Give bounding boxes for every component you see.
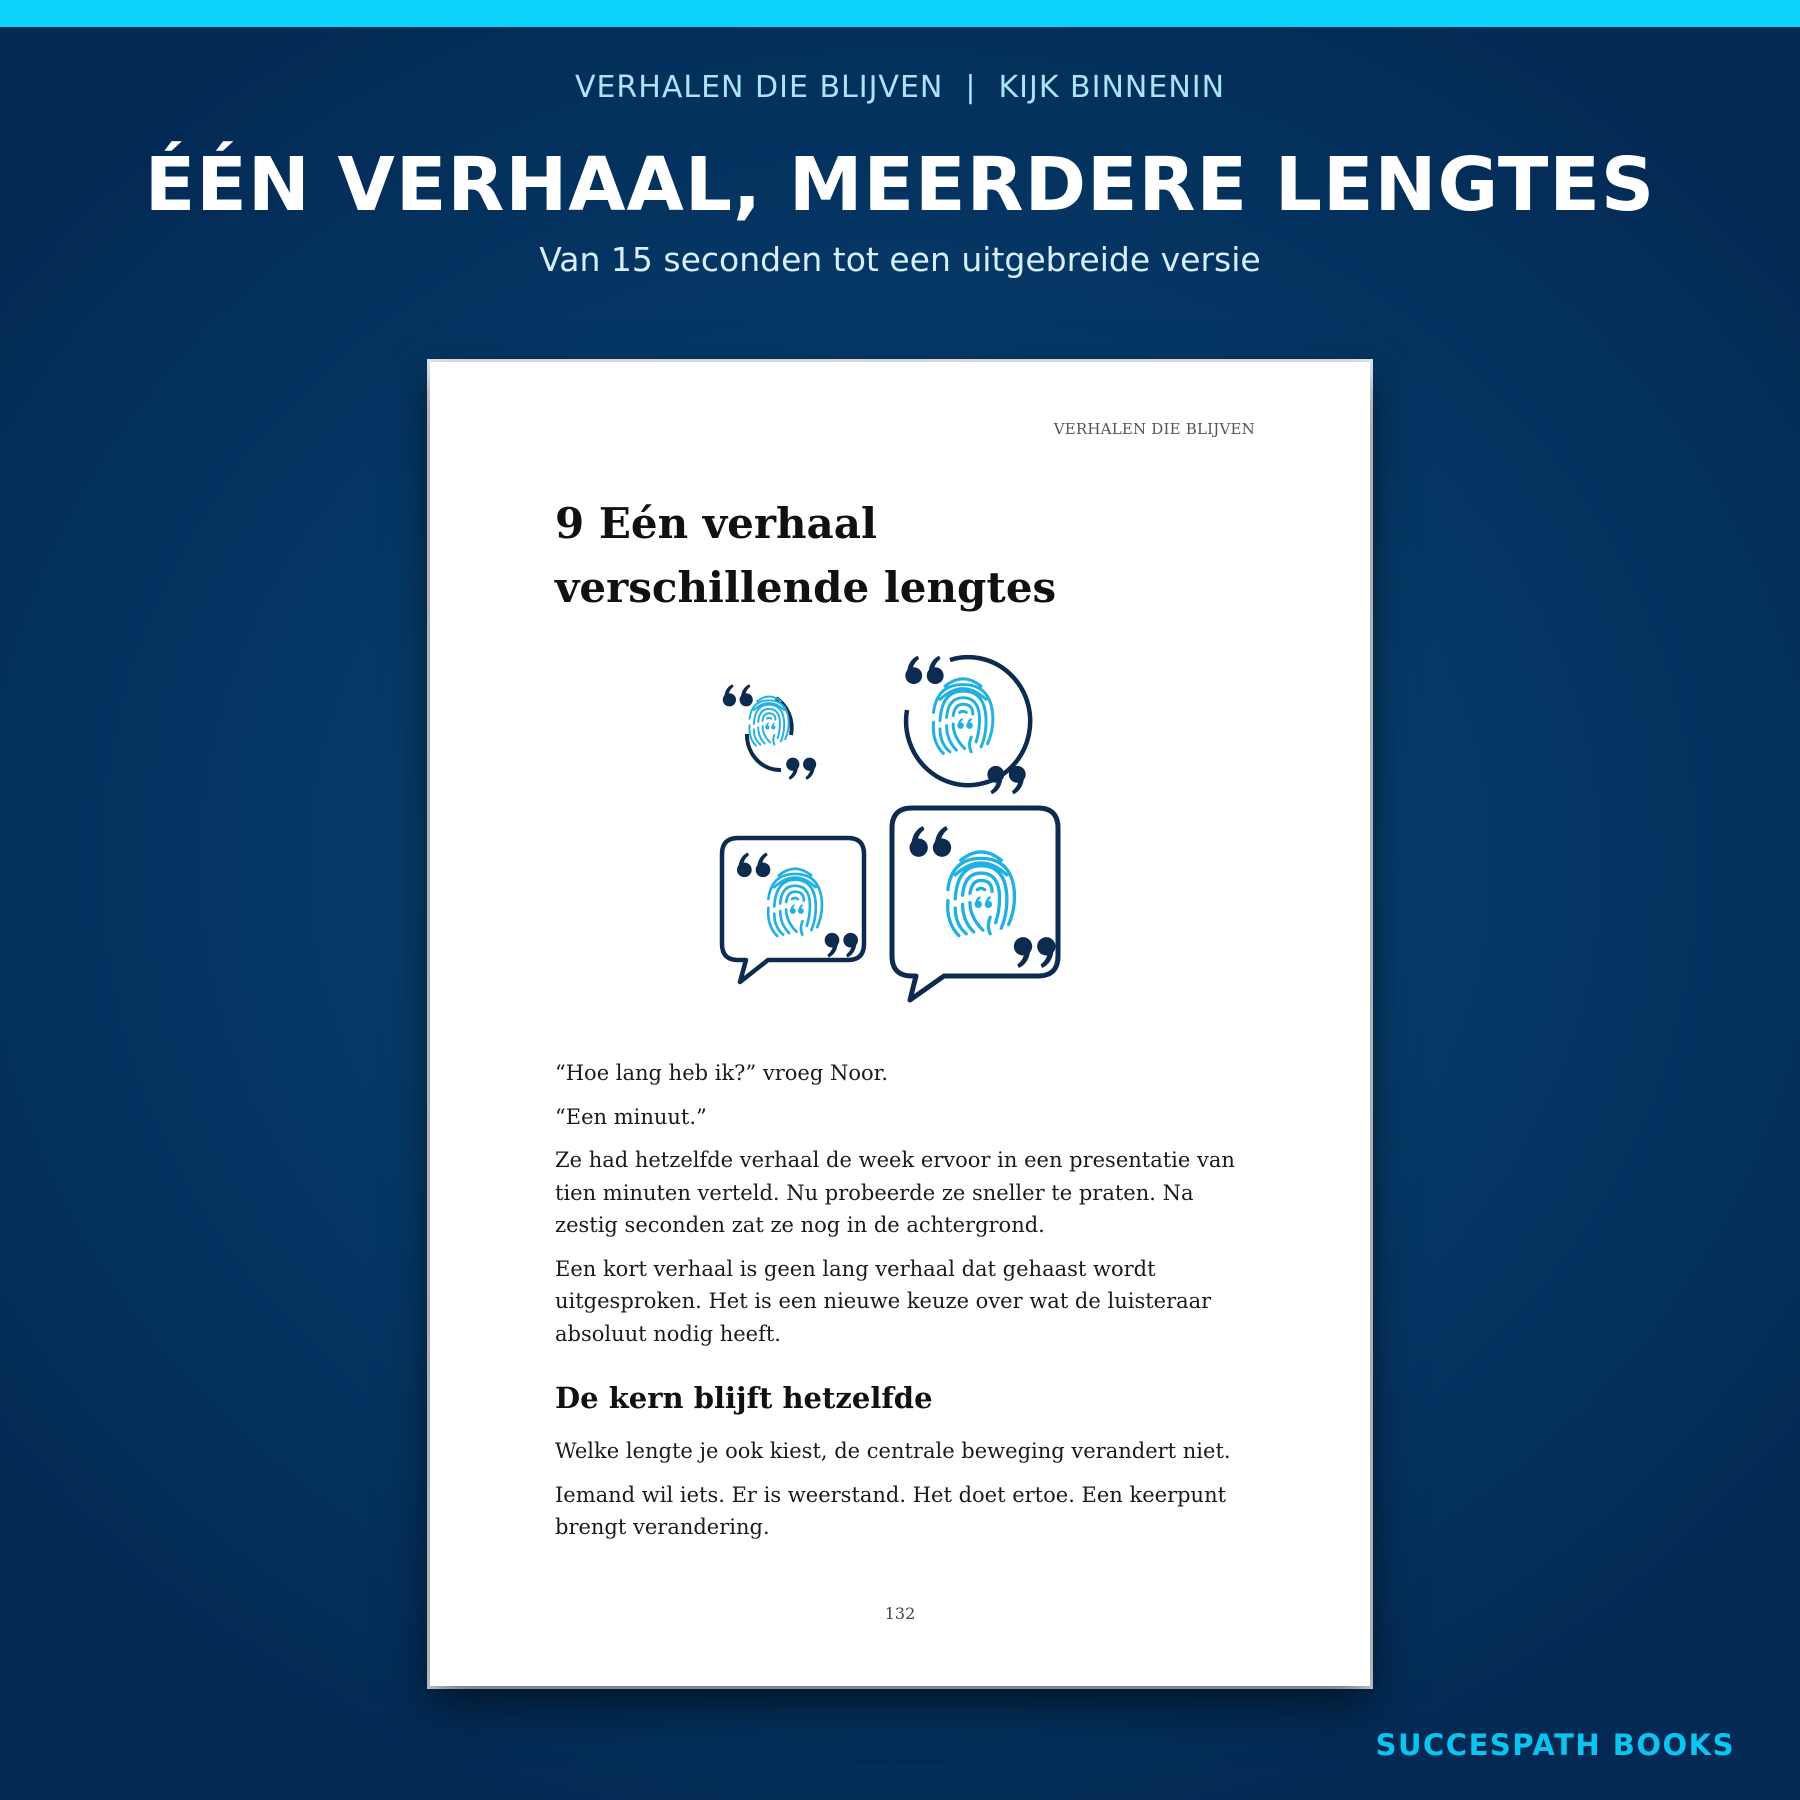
book-page: [430, 362, 1370, 1686]
publisher-brand: SUCCESPATH BOOKS: [1375, 1728, 1735, 1762]
medium-quote-fingerprint-icon: [905, 656, 1030, 795]
paragraph: “Hoe lang heb ik?” vroeg Noor.: [555, 1061, 889, 1085]
eyebrow: [0, 70, 1800, 105]
running-head: VERHALEN DIE BLIJVEN: [1053, 420, 1255, 438]
subheadline: Van 15 seconden tot een uitgebreide versie: [539, 240, 1261, 279]
small-speech-bubble-fingerprint-icon: [722, 838, 864, 982]
small-quote-fingerprint-icon: [723, 684, 816, 780]
paragraph: “Een minuut.”: [555, 1104, 707, 1129]
large-speech-bubble-fingerprint-icon: [892, 808, 1058, 1000]
page-body: [555, 1057, 1255, 1555]
section-heading: De kern blijft hetzelfde: [555, 1381, 933, 1415]
paragraph: Ze had hetzelfde verhaal de week ervoor in een presentatie van tien minuten verteld. Nu probeerde ze sneller te praten. Na zestig seconden zat ze nog in de achtergrond.: [555, 1148, 1235, 1237]
paragraph: Een kort verhaal is geen lang verhaal dat gehaast wordt uitgesproken. Het is een nieuwe keuze over wat de luisteraar absoluut nodig heeft.: [555, 1256, 1212, 1346]
eyebrow-separator: |: [965, 70, 977, 105]
series-name: VERHALEN DIE BLIJVEN: [574, 70, 944, 105]
tagline: KIJK BINNENIN: [998, 70, 1226, 105]
headline: ÉÉN VERHAAL, MEERDERE LENGTES: [144, 142, 1656, 228]
paragraph: Iemand wil iets. Er is weerstand. Het doet ertoe. Een keerpunt brengt verandering.: [555, 1482, 1227, 1539]
story-length-illustration: [700, 652, 1100, 1032]
paragraph: Welke lengte je ook kiest, de centrale beweging verandert niet.: [555, 1439, 1231, 1463]
top-accent-bar: [0, 0, 1800, 27]
chapter-title: 9 Eén verhaal verschillende lengtes: [555, 499, 1057, 612]
page-number: 132: [884, 1604, 916, 1623]
